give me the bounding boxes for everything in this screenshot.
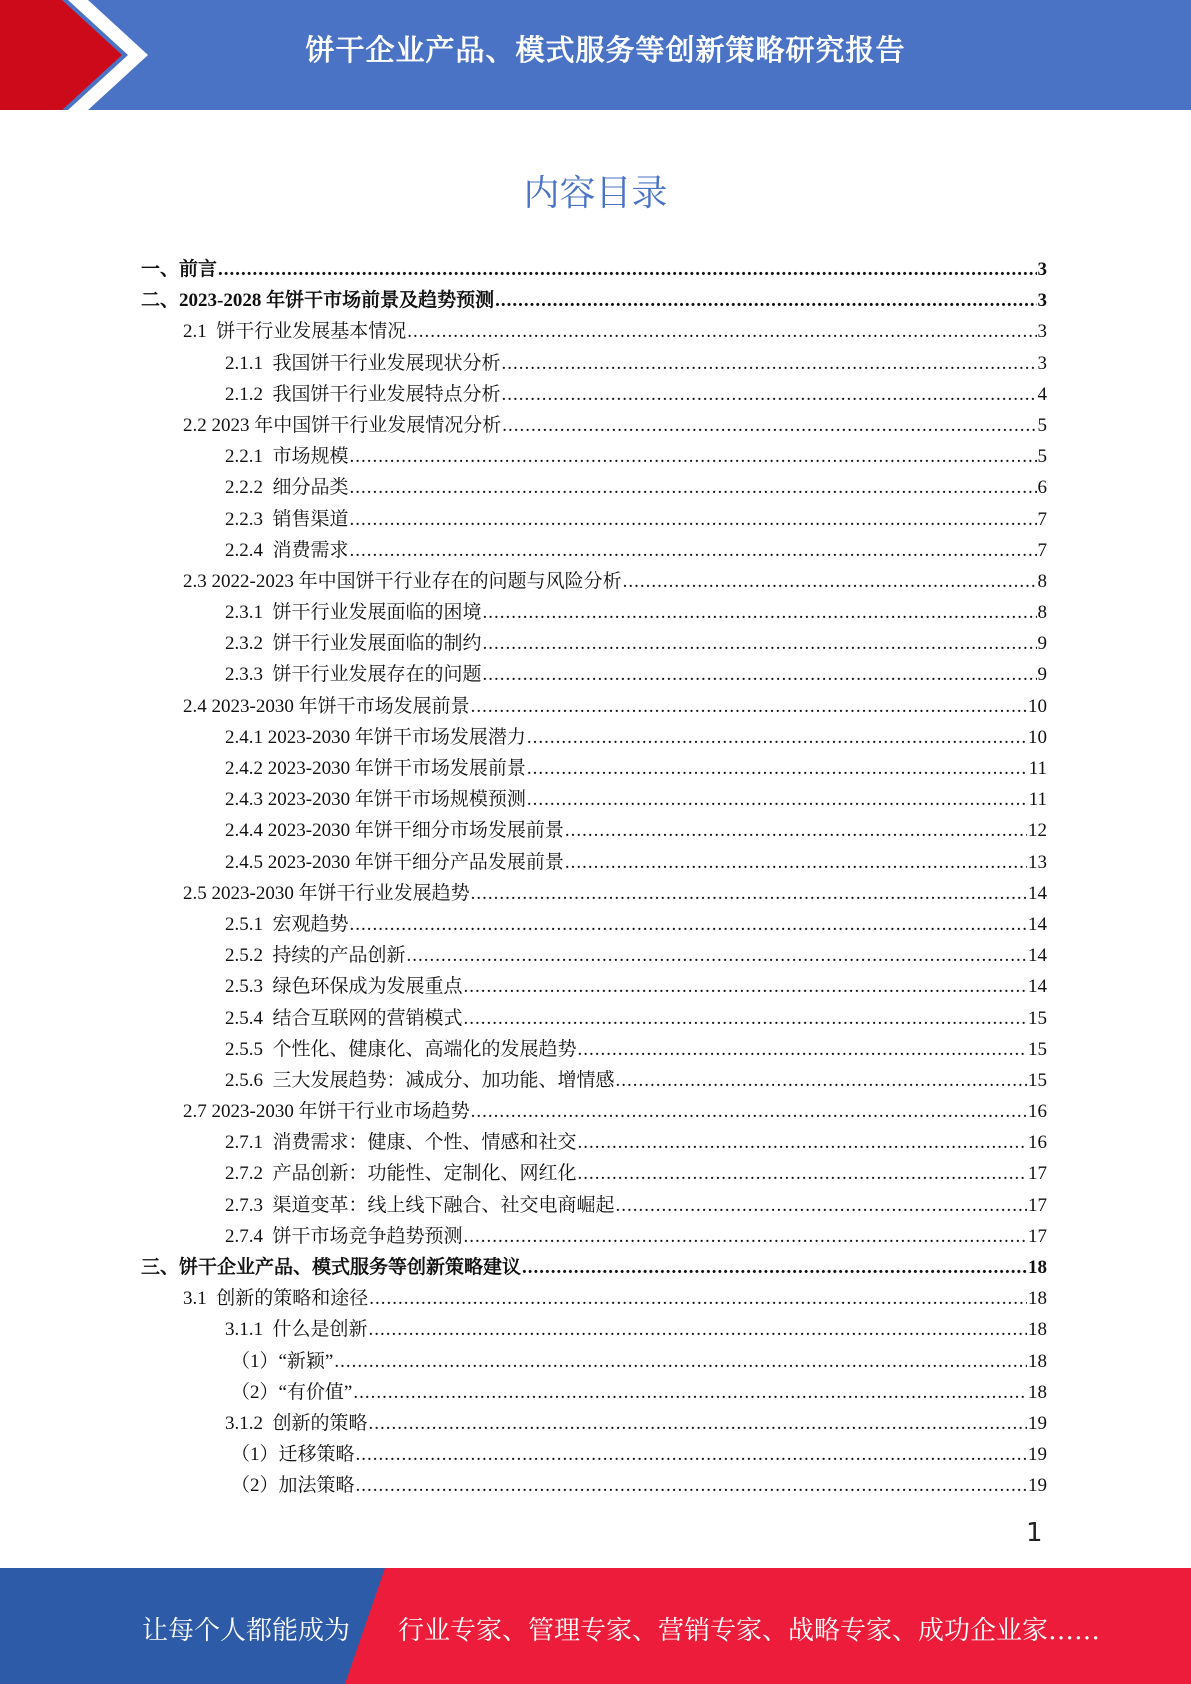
toc-entry-label: 一、前言 (141, 259, 218, 280)
toc-leader-dots (623, 571, 1037, 593)
toc-entry[interactable] (141, 379, 1047, 410)
toc-entry-label: 2.7.2 产品创新：功能性、定制化、网红化 (225, 1163, 577, 1185)
toc-entry[interactable] (141, 1190, 1047, 1221)
report-title: 饼干企业产品、模式服务等创新策略研究报告 (305, 33, 906, 67)
report-header (0, 0, 1191, 110)
toc-entry-page: 9 (1037, 664, 1047, 686)
footer-slogan-left: 让每个人都能成为 (142, 1616, 351, 1646)
toc-entry[interactable] (141, 566, 1047, 597)
toc-entry[interactable] (141, 1221, 1047, 1252)
toc-entry[interactable] (141, 628, 1047, 659)
toc-entry-page: 6 (1037, 477, 1047, 499)
toc-entry-page: 5 (1037, 414, 1047, 436)
toc-entry-label: 2.5.4 结合互联网的营销模式 (225, 1007, 463, 1029)
toc-entry[interactable] (141, 659, 1047, 690)
toc-entry-page: 8 (1037, 570, 1047, 592)
toc-entry-page: 9 (1037, 633, 1047, 655)
toc-entry-page: 18 (1028, 1350, 1047, 1372)
toc-entry[interactable] (141, 691, 1047, 722)
toc-entry-page: 3 (1037, 259, 1047, 280)
toc-entry-label: 2.2.1 市场规模 (225, 446, 349, 468)
toc-entry[interactable] (141, 1158, 1047, 1189)
toc-entry-page: 7 (1037, 539, 1047, 561)
toc-entry-label: 2.3.2 饼干行业发展面临的制约 (225, 633, 482, 655)
toc-leader-dots (616, 1070, 1027, 1092)
toc-entry[interactable] (141, 1003, 1047, 1034)
toc-entry-label: 2.5.3 绿色环保成为发展重点 (225, 976, 463, 998)
toc-entry-label: 2.2 2023 年中国饼干行业发展情况分析 (183, 414, 502, 436)
toc-leader-dots (350, 477, 1037, 499)
toc-entry[interactable] (141, 909, 1047, 940)
toc-entry-label: 2.3 2022-2023 年中国饼干行业存在的问题与风险分析 (183, 570, 622, 592)
toc-entry-page: 15 (1028, 1007, 1047, 1029)
toc-leader-dots (527, 758, 1028, 780)
toc-leader-dots (464, 976, 1027, 998)
toc-entry-page: 13 (1028, 851, 1047, 873)
toc-entry[interactable] (141, 1377, 1047, 1408)
toc-entry-page: 17 (1028, 1194, 1047, 1216)
toc-entry-page: 14 (1028, 882, 1047, 904)
toc-leader-dots (350, 540, 1037, 562)
toc-leader-dots (353, 1382, 1027, 1404)
toc-entry-label: 二、2023-2028 年饼干市场前景及趋势预测 (141, 290, 495, 312)
footer-slogan-right: 行业专家、管理专家、营销专家、战略专家、成功企业家…… (398, 1616, 1101, 1646)
toc-entry-label: 2.5 2023-2030 年饼干行业发展趋势 (183, 882, 470, 904)
toc-entry[interactable] (141, 878, 1047, 909)
toc-leader-dots (407, 321, 1036, 343)
toc-entry-label: 2.4 2023-2030 年饼干市场发展前景 (183, 695, 470, 717)
toc-entry-label: 3.1 创新的策略和途径 (183, 1288, 369, 1310)
toc-leader-dots (565, 852, 1027, 874)
toc-entry-label: 2.7.3 渠道变革：线上线下融合、社交电商崛起 (225, 1194, 615, 1216)
toc-leader-dots (578, 1039, 1027, 1061)
toc-entry-page: 5 (1037, 446, 1047, 468)
toc-entry-page: 11 (1028, 789, 1047, 811)
toc-leader-dots (522, 1257, 1027, 1279)
toc-entry-label: （2）加法策略 (231, 1475, 355, 1497)
toc-leader-dots (464, 1008, 1027, 1030)
table-of-contents (141, 254, 1047, 1502)
toc-entry-label: 2.7.1 消费需求：健康、个性、情感和社交 (225, 1132, 577, 1154)
toc-entry-page: 14 (1028, 945, 1047, 967)
toc-entry[interactable] (141, 753, 1047, 784)
toc-entry-label: 2.2.3 销售渠道 (225, 508, 349, 530)
toc-entry[interactable] (141, 1127, 1047, 1158)
toc-leader-dots (356, 1444, 1027, 1466)
toc-leader-dots (369, 1413, 1027, 1435)
toc-entry-label: 2.3.1 饼干行业发展面临的困境 (225, 602, 482, 624)
toc-leader-dots (356, 1475, 1027, 1497)
toc-entry[interactable] (141, 1439, 1047, 1470)
toc-entry-label: 2.7.4 饼干市场竞争趋势预测 (225, 1225, 463, 1247)
toc-entry-label: 2.4.5 2023-2030 年饼干细分产品发展前景 (225, 851, 564, 873)
toc-entry[interactable] (141, 971, 1047, 1002)
toc-entry-page: 15 (1028, 1069, 1047, 1091)
toc-entry-label: 2.4.1 2023-2030 年饼干市场发展潜力 (225, 726, 526, 748)
toc-entry-page: 10 (1028, 695, 1047, 717)
toc-leader-dots (616, 1195, 1027, 1217)
toc-entry-page: 18 (1028, 1288, 1047, 1310)
toc-entry[interactable] (141, 1470, 1047, 1501)
toc-heading: 内容目录 (523, 173, 668, 214)
toc-entry-page: 18 (1028, 1257, 1047, 1278)
toc-leader-dots (502, 353, 1037, 375)
toc-entry[interactable] (141, 1408, 1047, 1439)
toc-entry[interactable] (141, 1252, 1047, 1283)
toc-leader-dots (502, 415, 1036, 437)
toc-entry-label: 3.1.1 什么是创新 (225, 1319, 368, 1341)
toc-entry-label: 3.1.2 创新的策略 (225, 1412, 368, 1434)
toc-entry-page: 4 (1037, 383, 1047, 405)
toc-leader-dots (471, 1101, 1027, 1123)
toc-entry-page: 17 (1028, 1225, 1047, 1247)
toc-entry-label: 2.1.2 我国饼干行业发展特点分析 (225, 383, 501, 405)
toc-leader-dots (502, 384, 1037, 406)
toc-entry[interactable] (141, 410, 1047, 441)
toc-entry-label: 2.1.1 我国饼干行业发展现状分析 (225, 352, 501, 374)
toc-entry[interactable] (141, 847, 1047, 878)
toc-entry-label: （2）“有价值” (231, 1381, 353, 1403)
toc-entry-page: 18 (1028, 1381, 1047, 1403)
toc-leader-dots (350, 446, 1037, 468)
toc-entry-label: 2.5.5 个性化、健康化、高端化的发展趋势 (225, 1038, 577, 1060)
toc-leader-dots (565, 820, 1027, 842)
toc-leader-dots (483, 633, 1037, 655)
toc-leader-dots (471, 883, 1027, 905)
toc-leader-dots (464, 1226, 1027, 1248)
toc-leader-dots (334, 1351, 1027, 1373)
toc-entry-page: 18 (1028, 1319, 1047, 1341)
toc-entry-label: （1）迁移策略 (231, 1444, 355, 1466)
report-footer (0, 1568, 1191, 1684)
toc-entry[interactable] (141, 1096, 1047, 1127)
toc-entry[interactable] (141, 441, 1047, 472)
toc-leader-dots (495, 290, 1036, 312)
toc-entry[interactable] (141, 1283, 1047, 1314)
toc-entry[interactable] (141, 940, 1047, 971)
toc-leader-dots (350, 914, 1027, 936)
toc-leader-dots (527, 727, 1027, 749)
toc-entry[interactable] (141, 1065, 1047, 1096)
toc-entry-page: 15 (1028, 1038, 1047, 1060)
toc-entry-label: 2.4.4 2023-2030 年饼干细分市场发展前景 (225, 820, 564, 842)
page-number: 1 (1026, 1518, 1043, 1548)
toc-entry-page: 3 (1037, 290, 1047, 312)
toc-entry[interactable] (141, 472, 1047, 503)
toc-leader-dots (471, 696, 1027, 718)
toc-entry[interactable] (141, 254, 1047, 285)
toc-entry-page: 3 (1037, 352, 1047, 374)
toc-entry-label: 2.5.6 三大发展趋势：减成分、加功能、增情感 (225, 1069, 615, 1091)
toc-entry-page: 19 (1028, 1444, 1047, 1466)
toc-entry-page: 16 (1028, 1101, 1047, 1123)
toc-entry-label: 2.4.3 2023-2030 年饼干市场规模预测 (225, 789, 526, 811)
toc-entry-page: 7 (1037, 508, 1047, 530)
toc-entry-page: 14 (1028, 976, 1047, 998)
toc-entry[interactable] (141, 285, 1047, 316)
toc-leader-dots (483, 664, 1037, 686)
toc-entry-label: 2.5.1 宏观趋势 (225, 913, 349, 935)
toc-entry-page: 10 (1028, 726, 1047, 748)
toc-leader-dots (578, 1132, 1027, 1154)
toc-leader-dots (218, 259, 1036, 281)
toc-entry[interactable] (141, 1346, 1047, 1377)
toc-entry-label: 2.4.2 2023-2030 年饼干市场发展前景 (225, 758, 526, 779)
toc-leader-dots (369, 1288, 1027, 1310)
toc-leader-dots (578, 1163, 1027, 1185)
toc-entry-label: 三、饼干企业产品、模式服务等创新策略建议 (141, 1257, 522, 1278)
toc-entry-label: 2.3.3 饼干行业发展存在的问题 (225, 664, 482, 686)
toc-entry-label: （1）“新颖” (231, 1350, 334, 1372)
toc-entry[interactable] (141, 784, 1047, 815)
toc-leader-dots (369, 1319, 1027, 1341)
toc-leader-dots (483, 602, 1037, 624)
toc-leader-dots (407, 945, 1027, 967)
toc-entry-page: 3 (1037, 321, 1047, 343)
toc-entry-page: 19 (1028, 1475, 1047, 1497)
toc-entry-label: 2.5.2 持续的产品创新 (225, 945, 406, 967)
toc-entry[interactable] (141, 348, 1047, 379)
toc-entry[interactable] (141, 504, 1047, 535)
toc-entry-page: 11 (1028, 758, 1047, 779)
toc-entry-label: 2.7 2023-2030 年饼干行业市场趋势 (183, 1101, 470, 1123)
toc-entry[interactable] (141, 722, 1047, 753)
toc-leader-dots (527, 789, 1028, 811)
toc-leader-dots (350, 509, 1037, 531)
toc-entry-page: 14 (1028, 913, 1047, 935)
toc-entry[interactable] (141, 815, 1047, 846)
toc-entry[interactable] (141, 316, 1047, 347)
toc-entry-page: 12 (1028, 820, 1047, 842)
toc-entry[interactable] (141, 1034, 1047, 1065)
toc-entry-page: 17 (1028, 1163, 1047, 1185)
toc-entry[interactable] (141, 1314, 1047, 1345)
toc-entry[interactable] (141, 597, 1047, 628)
toc-entry-page: 16 (1028, 1132, 1047, 1154)
toc-entry-page: 8 (1037, 602, 1047, 624)
toc-entry-label: 2.2.2 细分品类 (225, 477, 349, 499)
toc-entry-label: 2.1 饼干行业发展基本情况 (183, 321, 407, 343)
toc-entry-label: 2.2.4 消费需求 (225, 539, 349, 561)
toc-entry[interactable] (141, 535, 1047, 566)
toc-entry-page: 19 (1028, 1412, 1047, 1434)
